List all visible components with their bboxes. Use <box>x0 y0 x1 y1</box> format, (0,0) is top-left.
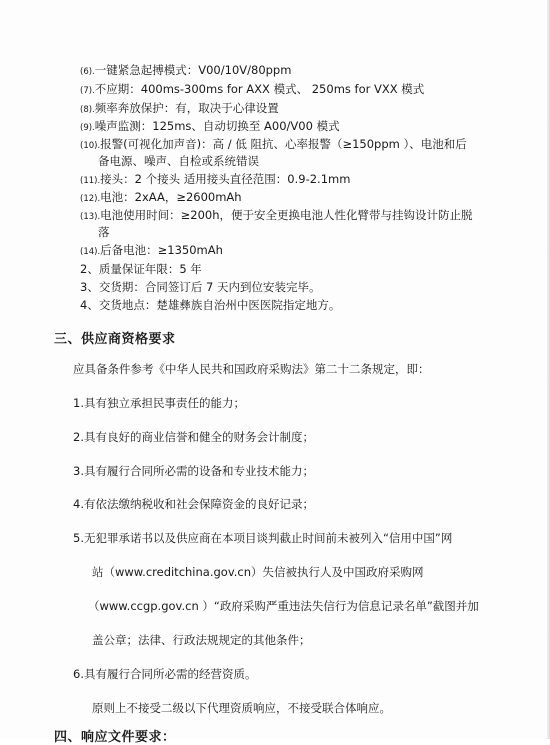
item-text: 电池：2xAA，≥2600mAh <box>100 190 242 204</box>
term-warranty: 2、质量保证年限：5 年 <box>80 262 202 276</box>
item-number: (6). <box>80 67 95 77</box>
section-3-heading: 三、供应商资格要求 <box>54 332 176 347</box>
item-text: 电池使用时间：≥200h，便于安全更换电池人性化臂带与挂钩设计防止脱 <box>100 208 473 222</box>
requirement-5-line-4: 盖公章；法律、行政法规规定的其他条件； <box>92 633 311 647</box>
item-text: 一键紧急起搏模式：V00/10V/80ppm <box>94 63 292 77</box>
spec-item-8 <box>80 101 279 117</box>
item-number: (11). <box>80 176 101 186</box>
spec-item-9 <box>80 119 340 135</box>
requirement-1: 1.具有独立承担民事责任的能力； <box>73 396 245 410</box>
spec-item-13 <box>80 208 473 224</box>
spec-item-10 <box>80 137 467 153</box>
term-delivery-period: 3、交货期：合同签订后 7 天内到位安装完毕。 <box>80 280 321 294</box>
item-text: 后备电池：≥1350mAh <box>100 243 223 257</box>
requirement-6: 6.具有履行合同所必需的经营资质。 <box>73 667 257 681</box>
item-number: (7). <box>80 86 95 96</box>
section-3-intro: 应具备条件参考《中华人民共和国政府采购法》第二十二条规定，即： <box>73 362 430 376</box>
requirement-2: 2.具有良好的商业信誉和健全的财务会计制度； <box>73 430 314 444</box>
spec-item-10-continued: 备电源、噪声、自检或系统错误 <box>98 154 259 168</box>
item-text: 噪声监测：125ms、自动切换至 A00/V00 模式 <box>94 119 340 133</box>
spec-item-14 <box>80 243 223 259</box>
requirement-5-line-3: （www.ccgp.gov.cn ）“政府采购严重违法失信行为信息记录名单”截图并加 <box>88 599 479 613</box>
item-number: (9). <box>80 123 95 133</box>
item-number: (8). <box>80 105 95 115</box>
spec-item-6 <box>80 63 291 79</box>
item-text: 频率奔放保护：有，取决于心律设置 <box>94 101 279 115</box>
item-number: (14). <box>80 247 101 257</box>
requirement-4: 4.有依法缴纳税收和社会保障资金的良好记录； <box>73 497 314 511</box>
term-delivery-location: 4、交货地点：楚雄彝族自治州中医医院指定地方。 <box>80 298 341 312</box>
spec-item-11 <box>80 172 350 188</box>
spec-item-12 <box>80 190 242 206</box>
spec-item-13-continued: 落 <box>98 225 110 239</box>
item-number: (10). <box>80 141 101 151</box>
qualification-note: 原则上不接受二级以下代理资质响应，不接受联合体响应。 <box>92 701 391 715</box>
requirement-3: 3.具有履行合同所必需的设备和专业技术能力； <box>73 464 314 478</box>
item-text: 报警(可视化加声音)：高 / 低 阻抗、心率报警（≥150ppm ）、电池和后 <box>100 137 467 151</box>
item-number: (13). <box>80 212 101 222</box>
requirement-5-line-2: 站（www.creditchina.gov.cn）失信被执行人及中国政府采购网 <box>92 565 424 579</box>
item-number: (12). <box>80 194 101 204</box>
item-text: 接头：2 个接头 适用接头直径范围：0.9-2.1mm <box>100 172 351 186</box>
requirement-5: 5.无犯罪承诺书以及供应商在本项目谈判截止时间前未被列入“信用中国”网 <box>73 531 453 545</box>
item-text: 不应期：400ms-300ms for AXX 模式、 250ms for VXX 模式 <box>94 82 425 96</box>
section-4-heading: 四、响应文件要求： <box>54 730 176 745</box>
spec-item-7 <box>80 82 424 98</box>
